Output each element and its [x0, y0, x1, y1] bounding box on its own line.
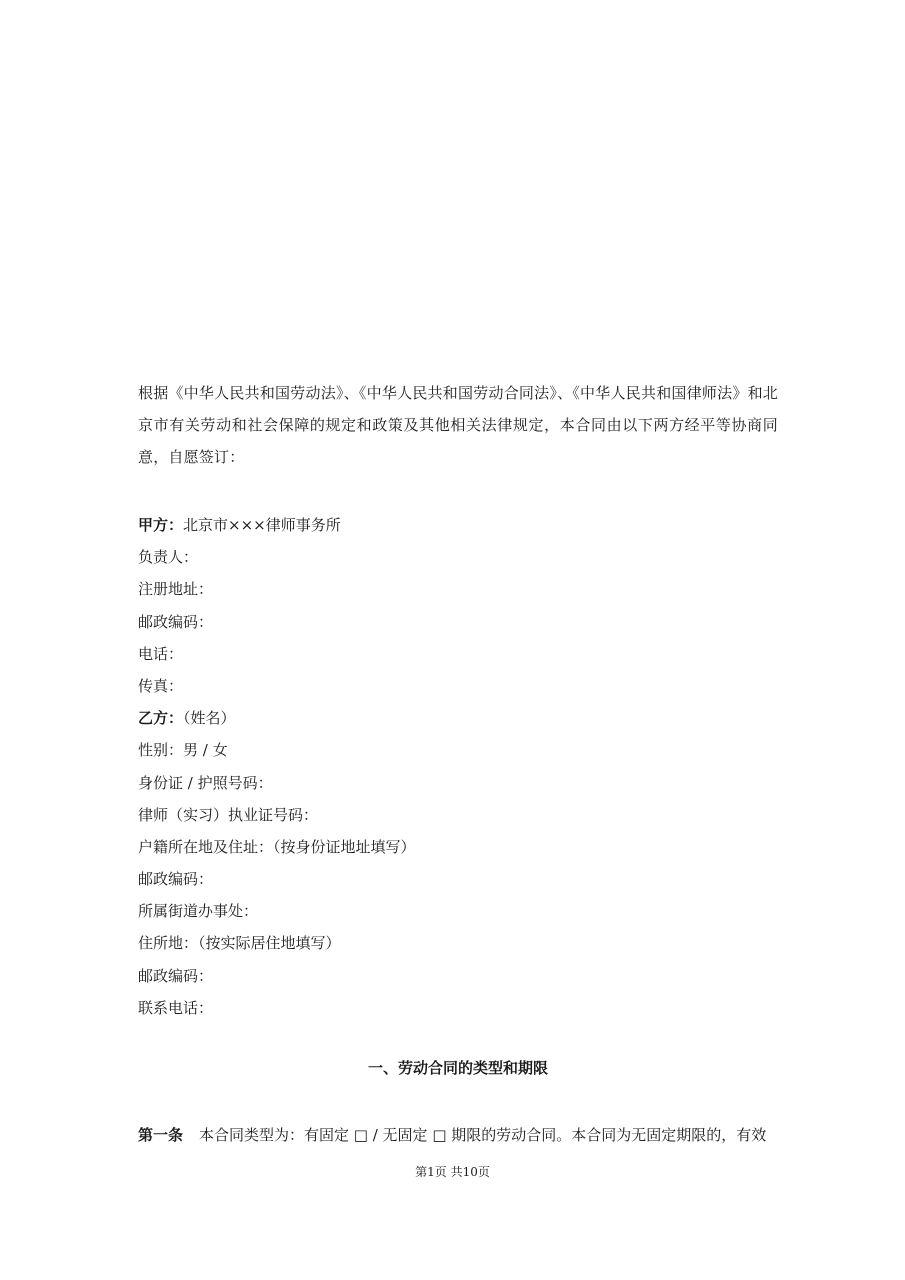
party-a-field-postal-code: 邮政编码： [138, 612, 214, 631]
party-b-field-subdistrict-office: 所属街道办事处： [138, 902, 259, 921]
party-b-field-contact-phone: 联系电话： [138, 998, 214, 1017]
party-a-label: 甲方： [138, 516, 184, 534]
section-heading: 一、劳动合同的类型和期限 [367, 1059, 548, 1077]
party-b-field-household-address: 户籍所在地及住址：（按身份证地址填写） [138, 837, 416, 856]
party-b-line [138, 702, 778, 734]
party-info-list [138, 509, 778, 1024]
party-b-field-license-number: 律师（实习）执业证号码： [138, 805, 319, 824]
party-a-field-principal: 负责人： [138, 548, 199, 567]
preamble-paragraph: 根据《中华人民共和国劳动法》、《中华人民共和国劳动合同法》、《中华人民共和国律师法》和北京市有关劳动和社会保障的规定和政策及其他相关法律规定，本合同由以下两方经平等协商同意，自愿签订： [138, 384, 778, 466]
article-text: 本合同类型为：有固定 □ / 无固定 □ 期限的劳动合同。本合同为无固定期限的，有效 [199, 1126, 767, 1144]
party-b-field-residence: 住所地：（按实际居住地填写） [138, 934, 341, 953]
party-a-value: 北京市×××律师事务所 [183, 516, 341, 534]
article-number: 第一条 [138, 1126, 184, 1144]
party-b-field-postal-code: 邮政编码： [138, 870, 214, 889]
party-a-field-registered-address: 注册地址： [138, 580, 214, 599]
article-one [138, 1120, 778, 1150]
page-footer: 第1页 共10页 [415, 1165, 490, 1179]
party-b-field-id-number: 身份证 / 护照号码： [138, 773, 273, 792]
party-a-field-phone: 电话： [138, 644, 184, 663]
party-b-label: 乙方： [138, 709, 184, 728]
party-b-value: （姓名） [183, 709, 236, 728]
party-a-line [138, 509, 778, 541]
party-b-field-residence-postal-code: 邮政编码： [138, 966, 214, 985]
party-a-field-fax: 传真： [138, 676, 184, 695]
party-b-field-gender: 性别：男 / 女 [138, 741, 228, 760]
